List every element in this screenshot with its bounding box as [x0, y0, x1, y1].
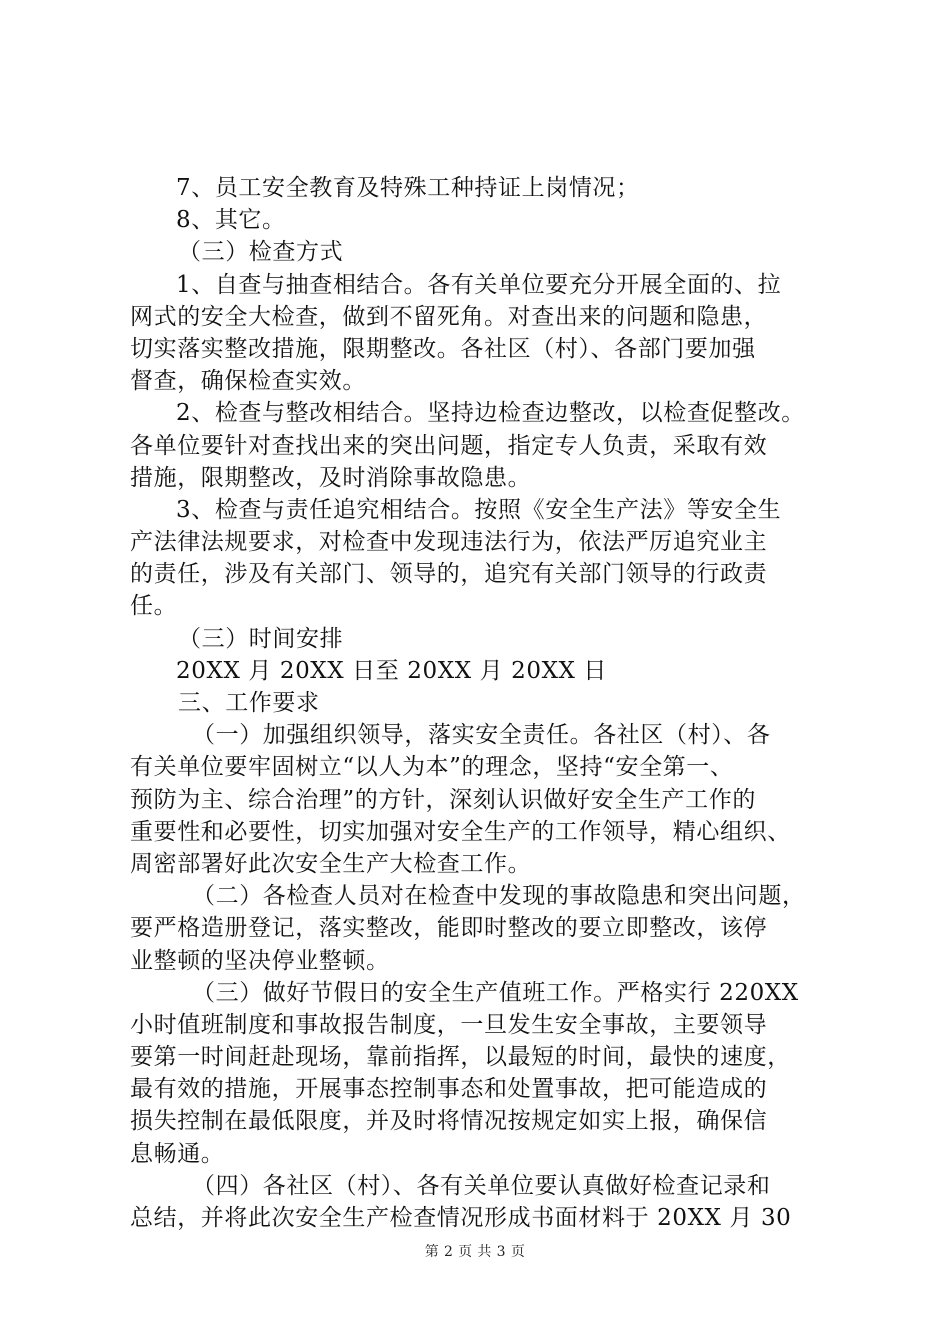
section-heading-inspection-method: （三）检查方式 [178, 239, 344, 266]
paragraph-requirement-1-line-2: 有关单位要牢固树立“以人为本”的理念，坚持“安全第一、 [130, 754, 734, 781]
paragraph-method-1-line-1: 1、自查与抽查相结合。各有关单位要充分开展全面的、拉 [176, 271, 782, 298]
paragraph-requirement-1-line-3: 预防为主、综合治理”的方针，深刻认识做好安全生产工作的 [130, 786, 756, 813]
paragraph-method-3-line-3: 的责任，涉及有关部门、领导的，追究有关部门领导的行政责 [130, 561, 768, 588]
paragraph-method-1-line-4: 督查，确保检查实效。 [130, 368, 366, 395]
paragraph-requirement-3-line-3: 要第一时间赶赴现场，靠前指挥，以最短的时间，最快的速度， [130, 1044, 791, 1071]
paragraph-requirement-3-line-5: 损失控制在最低限度，并及时将情况按规定如实上报，确保信 [130, 1108, 768, 1135]
document-body [130, 172, 850, 1234]
paragraph-method-1-line-2: 网式的安全大检查，做到不留死角。对查出来的问题和隐患， [130, 303, 768, 330]
schedule-date-range: 20XX 月 20XX 日至 20XX 月 20XX 日 [176, 657, 608, 684]
paragraph-method-2-line-2: 各单位要针对查找出来的突出问题，指定专人负责，采取有效 [130, 432, 768, 459]
paragraph-requirement-2-line-3: 业整顿的坚决停业整顿。 [130, 947, 390, 974]
paragraph-method-3-line-1: 3、检查与责任追究相结合。按照《安全生产法》等安全生 [176, 496, 782, 523]
section-heading-schedule: （三）时间安排 [178, 625, 344, 652]
page-number-footer: 第 2 页 共 3 页 [424, 1244, 526, 1260]
paragraph-method-1-line-3: 切实落实整改措施，限期整改。各社区（村）、各部门要加强 [130, 335, 756, 362]
list-item-7: 7、员工安全教育及特殊工种持证上岗情况； [176, 175, 640, 201]
paragraph-requirement-3-line-1: （三）做好节假日的安全生产值班工作。严格实行 220XX [192, 979, 799, 1006]
paragraph-requirement-4-line-1: （四）各社区（村）、各有关单位要认真做好检查记录和 [192, 1172, 771, 1199]
paragraph-method-2-line-1: 2、检查与整改相结合。坚持边检查边整改，以检查促整改。 [176, 400, 805, 427]
paragraph-method-3-line-2: 产法律法规要求，对检查中发现违法行为，依法严厉追究业主 [130, 529, 768, 556]
paragraph-requirement-3-line-4: 最有效的措施，开展事态控制事态和处置事故，把可能造成的 [130, 1076, 768, 1103]
paragraph-requirement-1-line-4: 重要性和必要性，切实加强对安全生产的工作领导，精心组织、 [130, 818, 791, 845]
paragraph-requirement-2-line-1: （二）各检查人员对在检查中发现的事故隐患和突出问题， [192, 883, 806, 910]
list-item-8: 8、其它。 [176, 207, 286, 234]
paragraph-method-3-line-4: 任。 [130, 593, 178, 620]
paragraph-requirement-4-line-2: 总结，并将此次安全生产检查情况形成书面材料于 20XX 月 30 [130, 1205, 792, 1231]
paragraph-requirement-1-line-5: 周密部署好此次安全生产大检查工作。 [130, 850, 532, 877]
paragraph-requirement-3-line-6: 息畅通。 [130, 1140, 225, 1167]
section-heading-requirements: 三、工作要求 [178, 690, 320, 716]
paragraph-requirement-1-line-1: （一）加强组织领导，落实安全责任。各社区（村）、各 [192, 722, 771, 749]
paragraph-requirement-3-line-2: 小时值班制度和事故报告制度，一旦发生安全事故，主要领导 [130, 1011, 768, 1038]
paragraph-requirement-2-line-2: 要严格造册登记，落实整改，能即时整改的要立即整改，该停 [130, 915, 768, 942]
paragraph-method-2-line-3: 措施，限期整改，及时消除事故隐患。 [130, 464, 532, 491]
